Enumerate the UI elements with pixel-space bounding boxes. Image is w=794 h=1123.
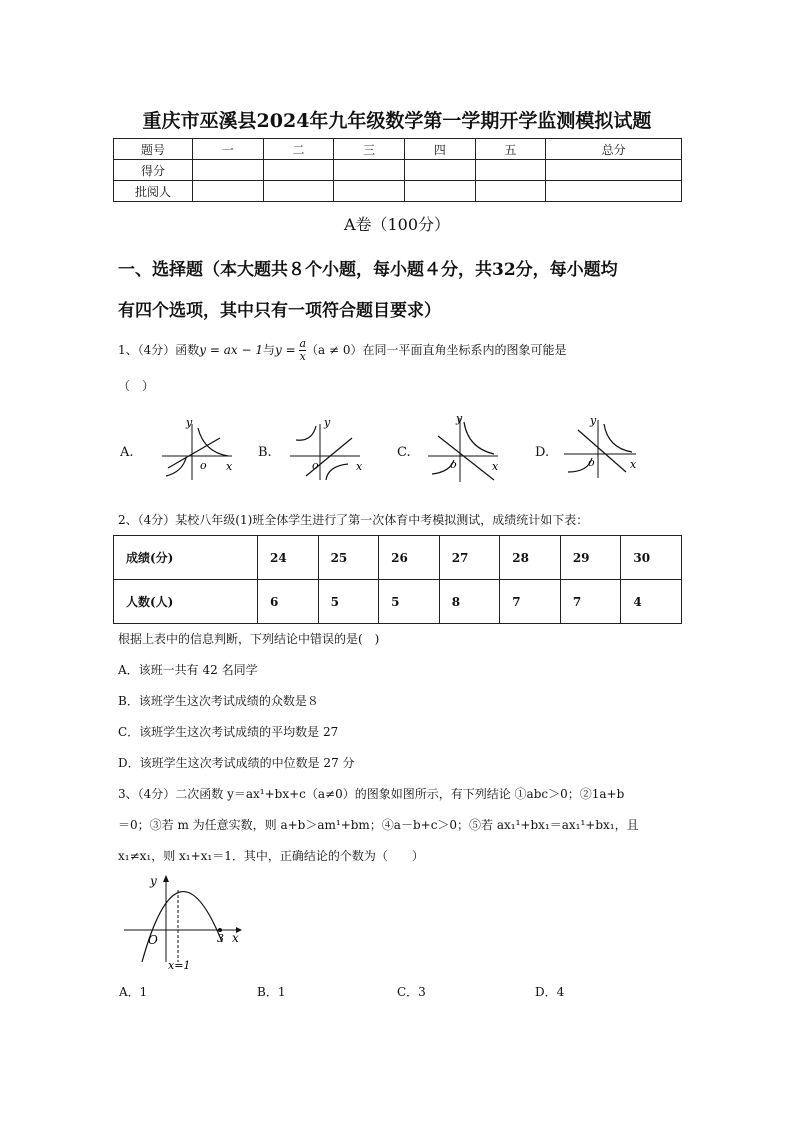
grades-row-counts <box>114 580 682 624</box>
q1-option-a-graph <box>158 412 240 482</box>
grades-score-cell: 28 <box>500 536 561 580</box>
score-cell[interactable] <box>263 160 334 181</box>
grades-count-cell: 4 <box>621 580 682 624</box>
score-cell[interactable] <box>475 181 546 202</box>
axis-y-label: y <box>150 874 157 888</box>
question-2-stem: 2、（4分）某校八年级(1)班全体学生进行了第一次体育中考模拟测试，成绩统计如下表： <box>118 513 589 527</box>
axis-y-label: y <box>324 416 331 429</box>
section-1-heading-line2: 有四个选项，其中只有一项符合题目要求） <box>118 301 441 321</box>
score-cell[interactable] <box>193 181 264 202</box>
grades-row-label: 成绩(分) <box>114 536 258 580</box>
score-cell[interactable] <box>263 181 334 202</box>
score-cell[interactable] <box>334 181 405 202</box>
score-row-label: 得分 <box>114 160 193 181</box>
axis-y-label: y <box>456 412 463 425</box>
score-cell[interactable] <box>193 160 264 181</box>
q2-option-d[interactable]: D．该班学生这次考试成绩的中位数是 27 分 <box>118 756 355 770</box>
origin-label: o <box>312 459 319 472</box>
origin-label: o <box>588 456 595 469</box>
score-cell[interactable] <box>404 160 475 181</box>
q1-option-a-label[interactable]: A. <box>120 445 134 460</box>
axis-y-label: y <box>186 416 193 429</box>
grades-row-scores <box>114 536 682 580</box>
grades-count-cell: 7 <box>560 580 621 624</box>
score-table-row <box>114 160 682 181</box>
q1-option-b-label[interactable]: B. <box>258 445 272 460</box>
score-header-cell: 五 <box>475 139 546 160</box>
symmetry-axis-label: x=1 <box>168 959 191 972</box>
q2-option-c[interactable]: C．该班学生这次考试成绩的平均数是 27 <box>118 725 339 739</box>
grades-count-cell: 7 <box>500 580 561 624</box>
score-header-cell: 四 <box>404 139 475 160</box>
score-table-row <box>114 181 682 202</box>
axis-x-label: x <box>356 460 363 473</box>
score-cell[interactable] <box>546 181 682 202</box>
score-cell[interactable] <box>334 160 405 181</box>
origin-label: o <box>450 458 457 471</box>
axis-x-label: x <box>232 931 239 945</box>
q3-parabola-graph <box>120 872 250 972</box>
axis-x-label: x <box>492 460 499 473</box>
score-row-label: 批阅人 <box>114 181 193 202</box>
grades-row-label: 人数(人) <box>114 580 258 624</box>
q1-option-d-graph <box>560 410 642 480</box>
grades-score-cell: 25 <box>318 536 379 580</box>
grades-count-cell: 5 <box>379 580 440 624</box>
q1-option-b-graph <box>286 412 368 482</box>
score-cell[interactable] <box>404 181 475 202</box>
section-1-heading-line1: 一、选择题（本大题共８个小题，每小题４分，共32分，每小题均 <box>118 260 618 280</box>
origin-label: O <box>148 933 158 947</box>
page-title: 重庆市巫溪县2024年九年级数学第一学期开学监测模拟试题 <box>142 110 652 132</box>
question-1-paren: （ ） <box>118 379 155 393</box>
q2-option-a[interactable]: A．该班一共有 42 名同学 <box>118 663 258 677</box>
fraction-a-over-x: $\frac{a}{x}$ <box>299 337 307 363</box>
q1-option-c-label[interactable]: C. <box>397 445 411 460</box>
score-header-cell: 三 <box>334 139 405 160</box>
score-table-header <box>114 139 682 160</box>
question-3-line3: x₁≠x₁，则 x₁+x₁＝1．其中，正确结论的个数为（ ） <box>118 849 424 863</box>
grades-table <box>113 535 682 624</box>
score-cell[interactable] <box>475 160 546 181</box>
grades-score-cell: 26 <box>379 536 440 580</box>
q1-option-c-graph <box>424 410 506 484</box>
origin-label: o <box>200 459 207 472</box>
q3-option-a[interactable]: A．1 <box>119 985 148 999</box>
q3-option-c[interactable]: C．3 <box>397 985 426 999</box>
score-header-cell: 题号 <box>114 139 193 160</box>
axis-x-label: x <box>630 458 637 471</box>
score-cell[interactable] <box>546 160 682 181</box>
grades-count-cell: 5 <box>318 580 379 624</box>
grades-count-cell: 8 <box>439 580 500 624</box>
grades-count-cell: 6 <box>258 580 319 624</box>
axis-y-label: y <box>590 414 597 427</box>
score-header-cell: 二 <box>263 139 334 160</box>
q3-option-d[interactable]: D．4 <box>535 985 565 999</box>
question-3-line2: ＝0；③若 m 为任意实数，则 a+b＞am¹+bm；④a－b+c＞0；⑤若 ax₁¹+bx₁＝ax₁¹+bx₁，且 <box>118 818 639 832</box>
point-3-label: 3 <box>217 932 224 945</box>
question-2-question: 根据上表中的信息判断，下列结论中错误的是( ) <box>118 632 380 646</box>
grades-score-cell: 24 <box>258 536 319 580</box>
grades-score-cell: 27 <box>439 536 500 580</box>
grades-score-cell: 30 <box>621 536 682 580</box>
section-a-heading: A卷（100分） <box>343 215 451 234</box>
question-1-stem: 1、（4分）函数y = ax − 1与y = $\frac{a}{x}$ （a ≠ 0）在同一平面直角坐标系内的图象可能是 <box>118 337 567 363</box>
score-header-cell: 总分 <box>546 139 682 160</box>
axis-x-label: x <box>226 460 233 473</box>
q2-option-b[interactable]: B．该班学生这次考试成绩的众数是８ <box>118 694 319 708</box>
q1-option-d-label[interactable]: D. <box>535 445 550 460</box>
score-table <box>113 138 682 202</box>
question-3-line1: 3、（4分）二次函数 y＝ax¹+bx+c（a≠0）的图象如图所示，有下列结论 ①abc＞0；②1a+b <box>118 787 625 801</box>
score-header-cell: 一 <box>193 139 264 160</box>
q3-option-b[interactable]: B．1 <box>257 985 286 999</box>
grades-score-cell: 29 <box>560 536 621 580</box>
